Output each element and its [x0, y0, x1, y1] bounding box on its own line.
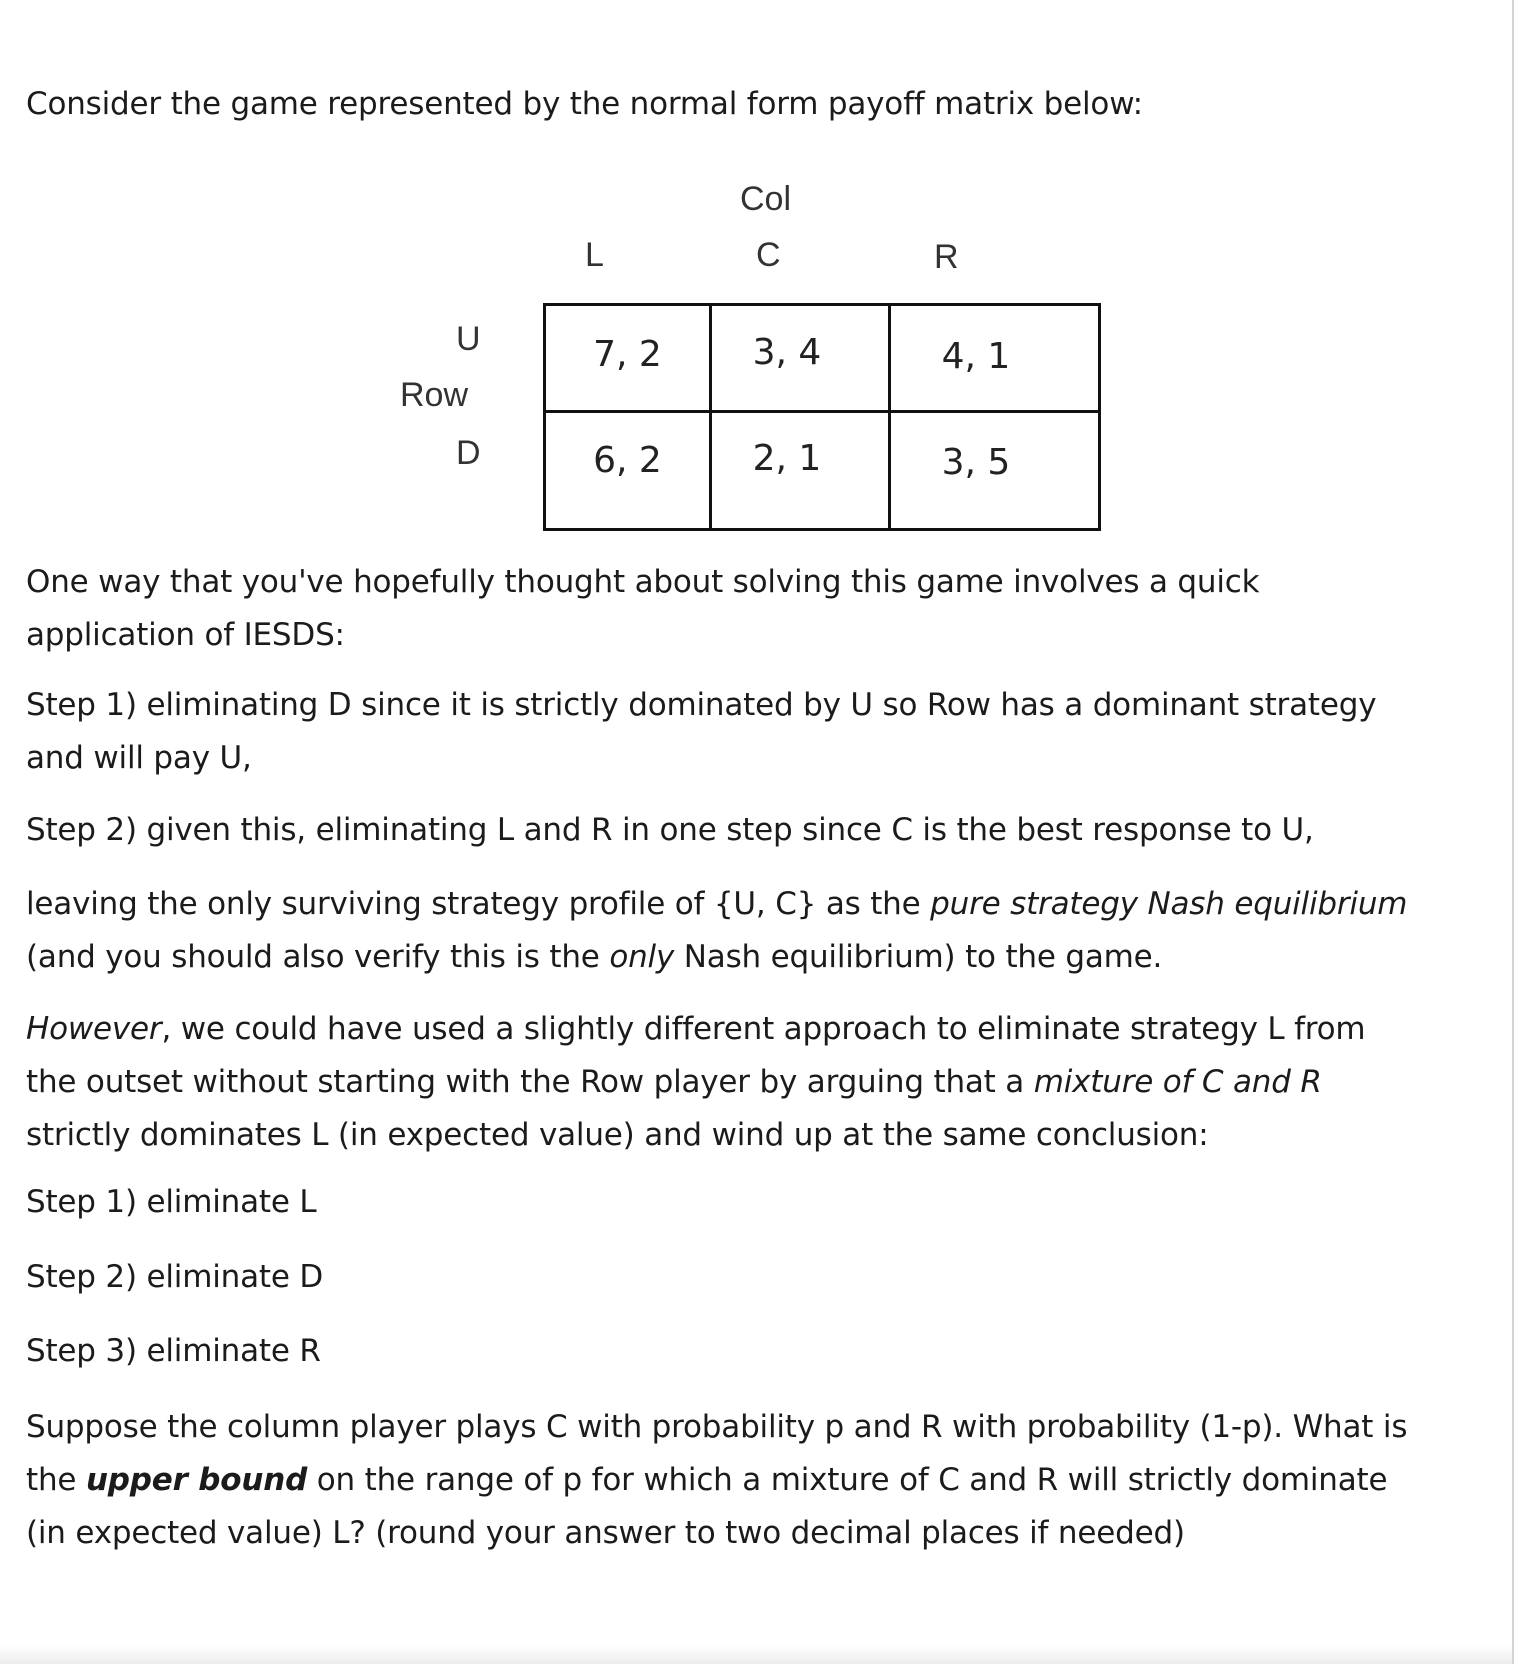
matrix-grid — [543, 303, 1101, 531]
payoff-matrix — [400, 180, 1120, 540]
alt-step-1: Step 1) eliminate L — [26, 1184, 317, 1220]
row-strategy-u: U — [456, 320, 481, 358]
payoff-cell-u-r: 4, 1 — [941, 336, 1011, 377]
col-strategy-l: L — [585, 236, 604, 274]
row-player-label: Row — [400, 376, 469, 414]
question-text: Suppose the column player plays C with probability p and R with probability (1-p). What is the upper bound on the range of p for which a mixture of C and R will strictly dominate (in expected value) L? (round your answer to two decimal places if needed) — [26, 1409, 1408, 1551]
alt-step-3: Step 3) eliminate R — [26, 1333, 321, 1369]
payoff-cell-u-l: 7, 2 — [593, 334, 662, 375]
iesds-step-2: Step 2) given this, eliminating L and R in one step since C is the best response to U, — [26, 812, 1314, 848]
col-strategy-c: C — [756, 236, 781, 274]
page-right-border — [1512, 0, 1514, 1664]
intro-text: Consider the game represented by the normal form payoff matrix below: — [26, 86, 1143, 122]
mixture-approach: However, we could have used a slightly different approach to eliminate strategy L from the outset without starting with the Row player by arguing that a mixture of C and R strictly dominates L (in expected value) and wind up at the same conclusion: — [26, 1011, 1366, 1153]
iesds-intro: One way that you've hopefully thought about solving this game involves a quick application of IESDS: — [26, 564, 1260, 653]
payoff-cell-d-l: 6, 2 — [593, 440, 662, 481]
payoff-cell-d-r: 3, 5 — [941, 442, 1011, 483]
row-strategy-d: D — [456, 434, 481, 472]
page-bottom-shade — [0, 1646, 1512, 1664]
payoff-cell-u-c: 3, 4 — [752, 332, 822, 373]
col-strategy-r: R — [934, 238, 959, 276]
payoff-cell-d-c: 2, 1 — [752, 438, 822, 479]
nash-conclusion: leaving the only surviving strategy profile of {U, C} as the pure strategy Nash equilibrium (and you should also verify this is the only Nash equilibrium) to the game. — [26, 886, 1408, 975]
col-player-label: Col — [740, 180, 792, 218]
grid-divider — [546, 410, 1098, 413]
alt-step-2: Step 2) eliminate D — [26, 1259, 324, 1295]
iesds-step-1: Step 1) eliminating D since it is strictly dominated by U so Row has a dominant strategy and will pay U, — [26, 687, 1377, 776]
